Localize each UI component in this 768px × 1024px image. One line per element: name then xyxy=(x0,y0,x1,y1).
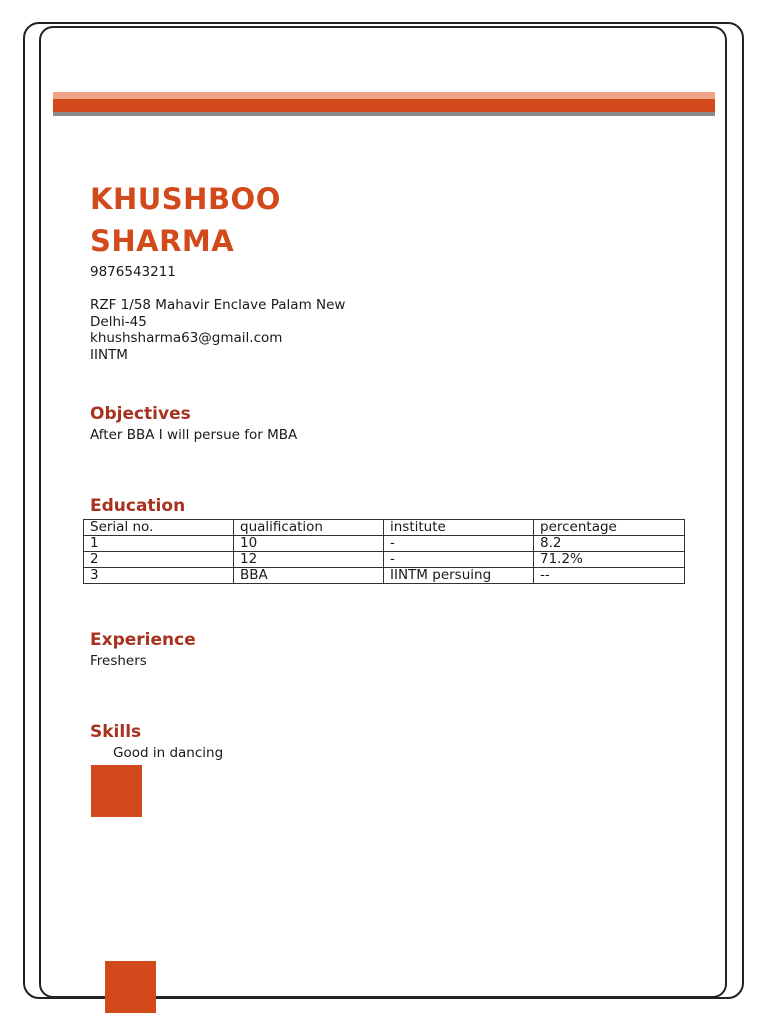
decorative-square xyxy=(91,765,142,817)
header-band xyxy=(53,99,715,112)
column-header: institute xyxy=(384,520,534,536)
table-cell: IINTM persuing xyxy=(384,568,534,584)
table-row xyxy=(84,552,685,568)
name-first: KHUSHBOO xyxy=(90,182,281,216)
column-header: Serial no. xyxy=(84,520,234,536)
table-cell: -- xyxy=(534,568,685,584)
skills-text: Good in dancing xyxy=(113,745,224,761)
email-address: khushsharma63@gmail.com xyxy=(90,330,283,346)
skills-heading: Skills xyxy=(90,722,142,742)
table-row xyxy=(84,568,685,584)
objectives-heading: Objectives xyxy=(90,404,191,424)
table-cell: 3 xyxy=(84,568,234,584)
education-table xyxy=(83,519,685,584)
header-band-light xyxy=(53,92,715,99)
table-cell: - xyxy=(384,552,534,568)
table-cell: 1 xyxy=(84,536,234,552)
resume-name xyxy=(90,178,410,262)
table-cell: - xyxy=(384,536,534,552)
education-heading: Education xyxy=(90,496,186,516)
objectives-text: After BBA I will persue for MBA xyxy=(90,427,298,443)
address: RZF 1/58 Mahavir Enclave Palam New Delhi-45 xyxy=(90,297,346,330)
decorative-square-bottom xyxy=(105,961,156,1013)
table-cell: 71.2% xyxy=(534,552,685,568)
name-last: SHARMA xyxy=(90,224,235,258)
table-row xyxy=(84,536,685,552)
table-header-row xyxy=(84,520,685,536)
column-header: percentage xyxy=(534,520,685,536)
column-header: qualification xyxy=(234,520,384,536)
header-band-shadow xyxy=(53,112,715,116)
phone-number: 9876543211 xyxy=(90,264,176,280)
table-cell: 10 xyxy=(234,536,384,552)
table-cell: 12 xyxy=(234,552,384,568)
table-cell: 8.2 xyxy=(534,536,685,552)
table-cell: BBA xyxy=(234,568,384,584)
institute-name: IINTM xyxy=(90,347,128,363)
table-cell: 2 xyxy=(84,552,234,568)
experience-text: Freshers xyxy=(90,653,147,669)
experience-heading: Experience xyxy=(90,630,196,650)
